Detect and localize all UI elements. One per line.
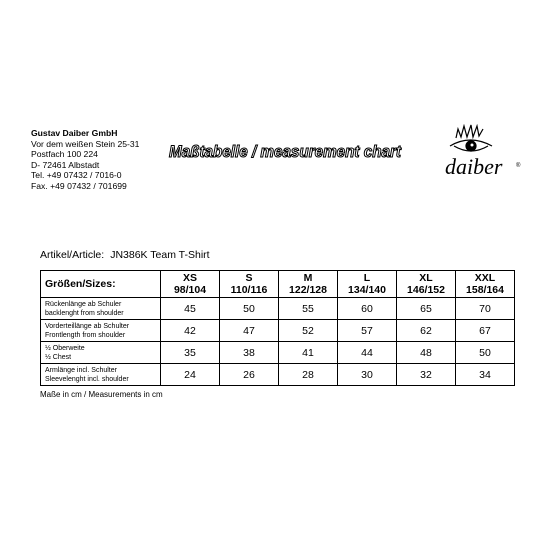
table-cell: 28	[279, 364, 338, 386]
size-label: XL	[419, 272, 433, 284]
page-title	[166, 135, 406, 165]
table-cell: 30	[338, 364, 397, 386]
size-label: S	[245, 272, 253, 284]
table-row	[41, 320, 515, 342]
table-cell: 41	[279, 342, 338, 364]
size-column-header	[279, 271, 338, 298]
table-cell: 50	[456, 342, 515, 364]
table-cell: 50	[220, 298, 279, 320]
size-label: XS	[182, 272, 197, 284]
size-column-header	[397, 271, 456, 298]
registered-mark: ®	[516, 163, 521, 169]
company-name: Gustav Daiber GmbH	[31, 128, 118, 138]
table-cell: 70	[456, 298, 515, 320]
row-label	[41, 320, 161, 342]
size-range: 134/140	[348, 284, 386, 296]
size-column-header	[161, 271, 220, 298]
size-label: L	[363, 272, 371, 284]
table-row	[41, 342, 515, 364]
table-cell: 42	[161, 320, 220, 342]
address-line: Vor dem weißen Stein 25-31	[31, 138, 140, 149]
row-label	[41, 298, 161, 320]
article-label: Artikel/Article:	[40, 249, 105, 261]
size-table	[40, 270, 515, 386]
table-row	[41, 364, 515, 386]
size-range: 158/164	[466, 284, 504, 296]
address-line: D- 72461 Albstadt	[31, 159, 100, 170]
table-cell: 65	[397, 298, 456, 320]
article-value: JN386K Team T-Shirt	[110, 249, 210, 261]
eye-crown-logo-icon	[450, 125, 492, 151]
size-range: 98/104	[173, 284, 207, 296]
table-cell: 62	[397, 320, 456, 342]
row-label-en: Sleevelenght incl. shoulder	[45, 375, 129, 383]
row-label	[41, 342, 161, 364]
table-cell: 35	[161, 342, 220, 364]
table-cell: 48	[397, 342, 456, 364]
daiber-logo	[432, 124, 524, 182]
table-cell: 24	[161, 364, 220, 386]
table-cell: 60	[338, 298, 397, 320]
size-column-header	[456, 271, 515, 298]
size-column-header	[220, 271, 279, 298]
page-title-text: Maßtabelle / measurement chart	[169, 142, 403, 161]
size-column-header	[338, 271, 397, 298]
address-line: Postfach 100 224	[31, 149, 98, 159]
size-label: M	[303, 272, 313, 284]
article-line	[40, 249, 216, 261]
size-label: XXL	[474, 272, 496, 284]
table-cell: 67	[456, 320, 515, 342]
table-cell: 52	[279, 320, 338, 342]
company-address-block	[31, 128, 181, 191]
table-cell: 26	[220, 364, 279, 386]
row-label-de: Rückenlänge ab Schuler	[45, 300, 122, 308]
table-cell: 32	[397, 364, 456, 386]
size-range: 110/116	[230, 284, 268, 296]
sizes-header-label: Größen/Sizes:	[41, 271, 161, 298]
table-cell: 45	[161, 298, 220, 320]
address-line: Tel. +49 07432 / 7016-0	[31, 170, 122, 180]
row-label-de: Vorderteillänge ab Schulter	[45, 322, 130, 330]
table-cell: 55	[279, 298, 338, 320]
table-cell: 47	[220, 320, 279, 342]
row-label-de: ½ Oberweite	[45, 344, 85, 352]
size-range: 146/152	[407, 284, 445, 296]
row-label-en: Frontlength from shoulder	[45, 331, 126, 339]
table-row	[41, 298, 515, 320]
size-range: 122/128	[289, 284, 327, 296]
row-label-en: backlenght from shoulder	[45, 309, 124, 317]
address-line: Fax. +49 07432 / 701699	[31, 180, 127, 191]
size-header-row	[41, 271, 515, 298]
table-cell: 57	[338, 320, 397, 342]
table-cell: 44	[338, 342, 397, 364]
row-label-de: Armlänge incl. Schulter	[45, 366, 117, 374]
row-label-en: ½ Chest	[45, 353, 72, 361]
logo-wordmark: daiber	[445, 154, 503, 179]
table-cell: 34	[456, 364, 515, 386]
table-cell: 38	[220, 342, 279, 364]
row-label	[41, 364, 161, 386]
units-footnote: Maße in cm / Measurements in cm	[40, 390, 163, 399]
